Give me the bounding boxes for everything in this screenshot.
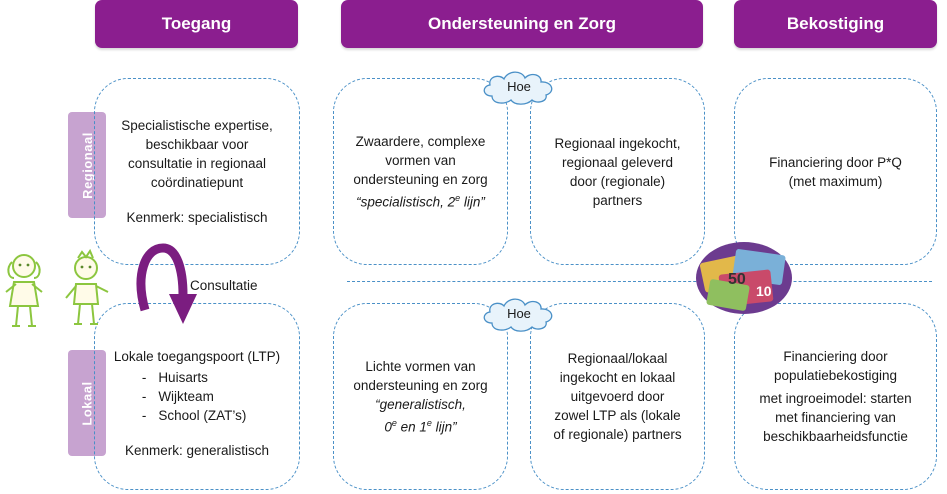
text-line: door (regionale) xyxy=(569,173,666,189)
consultatie-label: Consultatie xyxy=(190,278,258,293)
text-line: regionaal geleverd xyxy=(561,154,674,170)
box-bekostiging-regionaal xyxy=(734,78,937,265)
text-line: populatiebekostiging xyxy=(773,368,898,383)
cloud-label: Hoe xyxy=(507,78,531,94)
box-toegang-lokaal xyxy=(94,303,300,490)
text-line: Specialistische expertise, xyxy=(121,118,273,133)
text-line: of regionale) partners xyxy=(553,427,682,442)
header-bekostiging: Bekostiging xyxy=(734,0,937,48)
side-label-lokaal-text: Lokaal xyxy=(79,380,95,426)
children-illustration-icon xyxy=(0,248,120,333)
header-toegang: Toegang xyxy=(95,0,298,48)
list-item: - School (ZAT’s) xyxy=(141,408,247,423)
text-line: Lichte vormen van xyxy=(365,358,476,374)
text-line: uitgevoerd door xyxy=(570,389,665,404)
text-line: consultatie in regionaal xyxy=(127,156,267,171)
text-line-italic: “specialistisch, 2e lijn” xyxy=(356,192,485,210)
side-label-regionaal-text: Regionaal xyxy=(79,131,95,199)
box-zorg-regionaal-links xyxy=(333,78,508,265)
list-item: - Wijkteam xyxy=(141,389,214,404)
kenmerk-generalistisch: Kenmerk: generalistisch xyxy=(124,443,270,458)
text-line: Zwaardere, complexe xyxy=(355,133,486,149)
kenmerk-specialistisch: Kenmerk: specialistisch xyxy=(126,210,268,225)
text-line-italic: 0e en 1e lijn” xyxy=(384,417,457,435)
svg-text:50: 50 xyxy=(728,271,746,288)
cloud-label: Hoe xyxy=(507,305,531,321)
cloud-hoe-top xyxy=(478,66,560,106)
text-line-italic: “generalistisch, xyxy=(375,396,466,412)
money-illustration-icon xyxy=(694,238,794,318)
ltp-title: Lokale toegangspoort (LTP) xyxy=(113,349,281,364)
text-line: (met maximum) xyxy=(788,173,883,189)
text-line: zowel LTP als (lokale xyxy=(554,408,681,423)
list-item: - Huisarts xyxy=(141,370,208,385)
text-line: beschikbaarheidsfunctie xyxy=(763,429,908,444)
text-line: ingekocht en lokaal xyxy=(559,370,676,385)
text-line: met financiering van xyxy=(775,410,896,425)
header-ondersteuning: Ondersteuning en Zorg xyxy=(341,0,703,48)
text-line: Financiering door P*Q xyxy=(769,154,902,170)
text-line: Financiering door xyxy=(783,349,888,364)
svg-text:10: 10 xyxy=(756,283,772,299)
text-line: beschikbaar voor xyxy=(145,137,249,152)
text-line: ondersteuning en zorg xyxy=(353,171,488,187)
text-line: vormen van xyxy=(385,152,456,168)
box-zorg-regionaal-rechts xyxy=(530,78,705,265)
cloud-hoe-bottom xyxy=(478,293,560,333)
text-line: partners xyxy=(592,192,643,208)
text-line: met ingroeimodel: starten xyxy=(759,391,912,406)
ltp-list xyxy=(142,368,280,425)
text-line: ondersteuning en zorg xyxy=(353,377,488,393)
divider-line xyxy=(347,281,932,282)
text-line: coördinatiepunt xyxy=(150,175,244,190)
text-line: Regionaal ingekocht, xyxy=(554,135,681,151)
box-toegang-regionaal xyxy=(94,78,300,265)
text-line: Regionaal/lokaal xyxy=(567,351,668,366)
curved-arrow-icon xyxy=(125,240,205,330)
box-bekostiging-lokaal xyxy=(734,303,937,490)
